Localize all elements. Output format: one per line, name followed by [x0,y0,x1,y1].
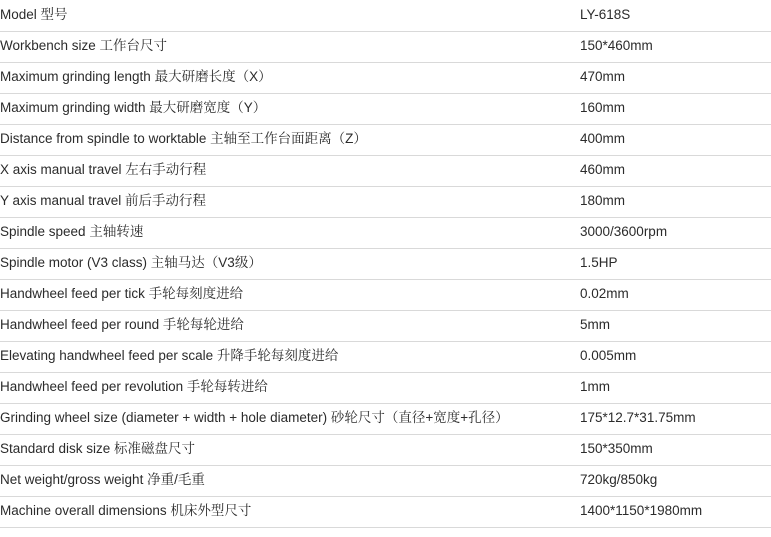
spec-value: 150*460mm [580,31,771,62]
spec-label: Grinding wheel size (diameter + width + hole diameter) 砂轮尺寸（直径+宽度+孔径） [0,403,580,434]
spec-value: 1.5HP [580,248,771,279]
table-row [0,217,771,248]
spec-value: 1mm [580,372,771,403]
table-row [0,186,771,217]
spec-label: Machine overall dimensions 机床外型尺寸 [0,496,580,527]
table-row [0,403,771,434]
spec-label: Net weight/gross weight 净重/毛重 [0,465,580,496]
spec-value: 0.02mm [580,279,771,310]
spec-value: 150*350mm [580,434,771,465]
spec-label: Handwheel feed per revolution 手轮每转进给 [0,372,580,403]
table-row [0,341,771,372]
table-row [0,310,771,341]
spec-value: 470mm [580,62,771,93]
spec-label: Workbench size 工作台尺寸 [0,31,580,62]
table-row [0,155,771,186]
spec-label: Model 型号 [0,0,580,31]
table-row [0,465,771,496]
spec-value: 400mm [580,124,771,155]
table-row [0,248,771,279]
spec-label: Spindle motor (V3 class) 主轴马达（V3级） [0,248,580,279]
spec-label: Distance from spindle to worktable 主轴至工作台面距离（Z） [0,124,580,155]
spec-value: 0.005mm [580,341,771,372]
spec-value: 180mm [580,186,771,217]
table-row [0,124,771,155]
table-row [0,434,771,465]
spec-label: Spindle speed 主轴转速 [0,217,580,248]
table-row [0,0,771,31]
spec-value: 1400*1150*1980mm [580,496,771,527]
spec-label: Y axis manual travel 前后手动行程 [0,186,580,217]
table-row [0,93,771,124]
table-row [0,372,771,403]
spec-value: 160mm [580,93,771,124]
spec-label: Handwheel feed per tick 手轮每刻度进给 [0,279,580,310]
spec-label: Elevating handwheel feed per scale 升降手轮每刻度进给 [0,341,580,372]
table-row [0,279,771,310]
spec-value: LY-618S [580,0,771,31]
table-row [0,496,771,527]
spec-value: 720kg/850kg [580,465,771,496]
spec-value: 5mm [580,310,771,341]
spec-value: 3000/3600rpm [580,217,771,248]
spec-value: 460mm [580,155,771,186]
spec-value: 175*12.7*31.75mm [580,403,771,434]
spec-label: X axis manual travel 左右手动行程 [0,155,580,186]
spec-label: Maximum grinding width 最大研磨宽度（Y） [0,93,580,124]
table-row [0,62,771,93]
table-row [0,31,771,62]
spec-label: Handwheel feed per round 手轮每轮进给 [0,310,580,341]
spec-label: Maximum grinding length 最大研磨长度（X） [0,62,580,93]
spec-label: Standard disk size 标准磁盘尺寸 [0,434,580,465]
